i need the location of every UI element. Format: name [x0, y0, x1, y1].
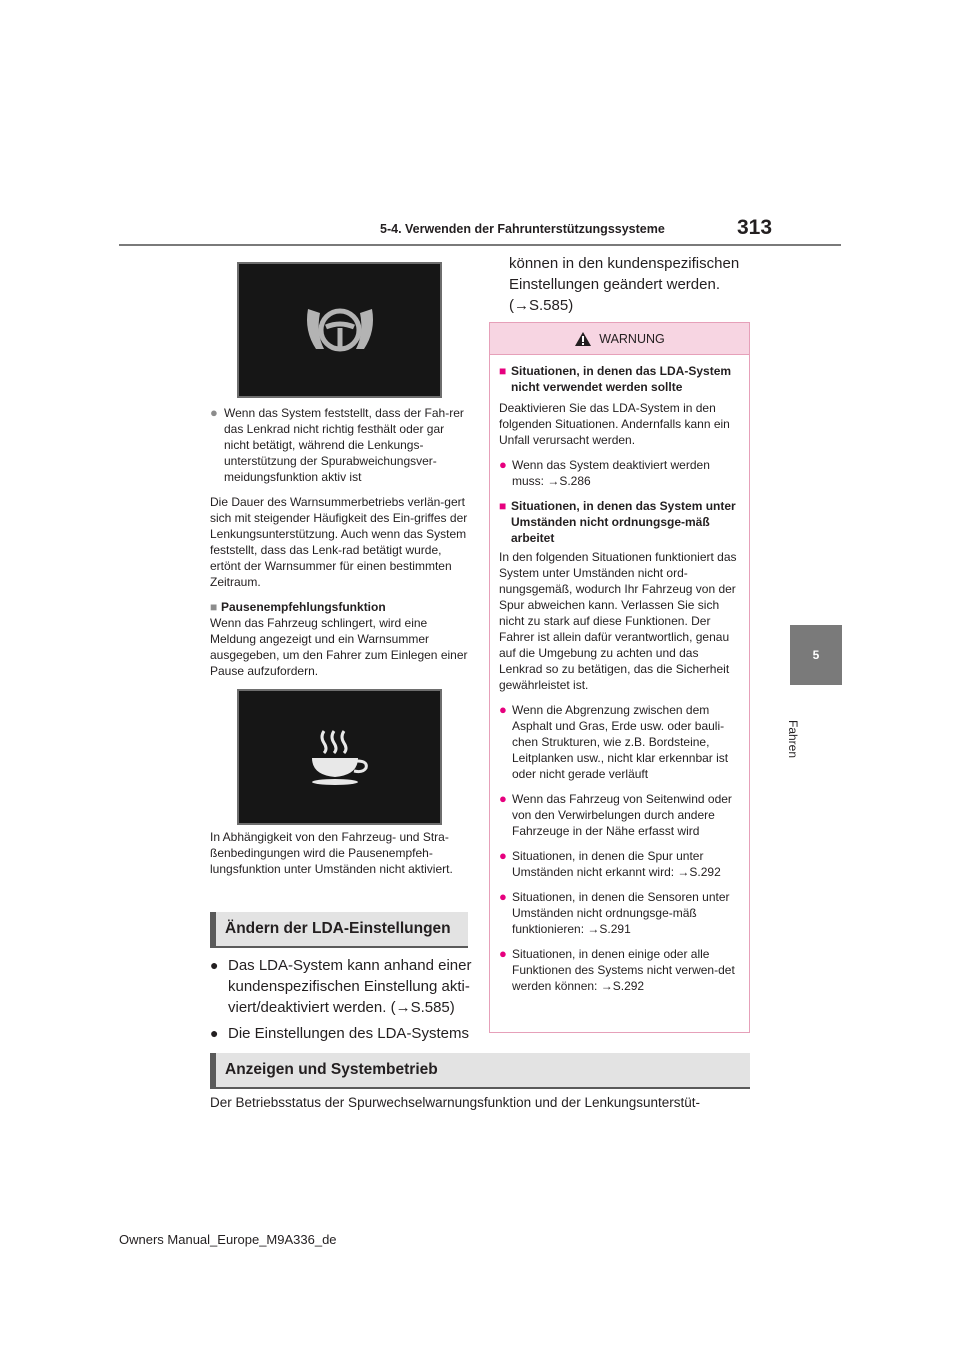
settings-bullet-2: Die Einstellungen des LDA-Systems: [228, 1025, 469, 1042]
header-rule: [119, 244, 841, 246]
warning-bullet-6: Situationen, in denen einige oder alle Funktionen des Systems nicht verwen-det werden können: →S.292: [512, 947, 735, 993]
square-bullet: ■: [499, 499, 507, 513]
warning-bullet-3: Wenn das Fahrzeug von Seitenwind oder von den Verwirbelungen durch andere Fahrzeuge in der Nähe erfasst wird: [512, 792, 732, 838]
break-suggestion-display: [237, 689, 442, 825]
warning-bullet-1: Wenn das System deaktiviert werden muss: →S.286: [512, 458, 710, 488]
bullet-dot: ●: [499, 791, 507, 806]
chapter-tab: 5: [790, 625, 842, 685]
warning-heading-2: Situationen, in denen das System unter Umständen nicht ordnungsge-mäß arbeitet: [511, 499, 736, 545]
bullet-dot: ●: [499, 702, 507, 717]
warning-triangle-icon: [574, 331, 592, 347]
coffee-cup-icon: [308, 727, 372, 787]
footer-text: Owners Manual_Europe_M9A336_de: [119, 1232, 337, 1247]
bullet-dot: ●: [210, 957, 219, 973]
break-note: In Abhängigkeit von den Fahrzeug- und Stra-ßenbedingungen wird die Pausenempfeh-lungsfunktion unter Umständen nicht aktiviert.: [210, 830, 453, 876]
square-bullet: ■: [210, 600, 218, 614]
display-heading: Anzeigen und Systembetrieb: [210, 1053, 750, 1089]
bullet-dot: ●: [499, 457, 507, 472]
steering-warning-display: [237, 262, 442, 398]
warning-heading-1: Situationen, in denen das LDA-System nicht verwendet werden sollte: [511, 364, 732, 394]
display-paragraph: Der Betriebsstatus der Spurwechselwarnungsfunktion und der Lenkungsunterstüt-: [210, 1095, 701, 1110]
warning-bullet-5: Situationen, in denen die Sensoren unter Umständen nicht ordnungsge-mäß funktionieren: →S.291: [512, 890, 730, 936]
settings-continuation: können in den kundenspezifischen Einstellungen geändert werden. (→S.585): [509, 255, 740, 314]
page-number: 313: [737, 216, 773, 239]
warning-paragraph-1: Deaktivieren Sie das LDA-System in den folgenden Situationen. Andernfalls kann ein Unfall verursacht werden.: [499, 401, 730, 447]
warning-header: [490, 323, 749, 355]
bullet-dot: ●: [499, 848, 507, 863]
bullet-dot: ●: [499, 946, 507, 961]
warning-bullet-2: Wenn die Abgrenzung zwischen dem Asphalt und Gras, Erde usw. oder bauli-chen Strukturen, wie z.B. Bordsteine, Leitplanken usw., nicht klar erkennbar ist oder nicht gerade verläuft: [512, 703, 729, 781]
warning-bullet-4: Situationen, in denen die Spur unter Umständen nicht erkannt wird: →S.292: [512, 849, 721, 879]
break-heading: Pausenempfehlungsfunktion: [221, 600, 386, 614]
chapter-label: Fahren: [786, 720, 800, 759]
bullet-dot: ●: [210, 1025, 219, 1041]
section-title: 5-4. Verwenden der Fahrunterstützungssysteme: [380, 222, 665, 236]
bullet-dot: ●: [499, 889, 507, 904]
warning-paragraph-2: In den folgenden Situationen funktioniert das System unter Umständen nicht ord-nungsgemäß, wodurch Ihr Fahrzeug von der Spur abweichen kann. Verlassen Sie sich nicht zu stark auf diese Funktionen. Der Fahrer ist allein dafür verantwortlich, genau auf die Umgebung zu achten und das Lenkrad so zu betätigen, das die Sicherheit gewährleistet ist.: [499, 550, 737, 692]
settings-heading: Ändern der LDA-Einstellungen: [210, 912, 468, 948]
square-bullet: ■: [499, 364, 507, 378]
bullet-dot: ●: [210, 405, 218, 420]
warning-title: WARNUNG: [599, 331, 665, 346]
hands-on-wheel-icon: [302, 301, 378, 359]
settings-bullet-1: Das LDA-System kann anhand einer kundenspezifischen Einstellung akti-viert/deaktiviert werden. (→S.585): [228, 957, 472, 1016]
steering-bullet: Wenn das System feststellt, dass der Fah-rer das Lenkrad nicht richtig festhält oder gar nicht betätigt, während die Lenkungs-unterstützung der Spurabweichungsver-meidungsfunktion aktiv ist: [224, 406, 464, 484]
break-paragraph: Wenn das Fahrzeug schlingert, wird eine Meldung angezeigt und ein Warnsummer ausgegeben, um den Fahrer zum Einlegen einer Pause aufzufordern.: [210, 616, 468, 678]
warning-box: [489, 322, 750, 1033]
steering-paragraph: Die Dauer des Warnsummerbetriebs verlän-gert sich mit steigender Häufigkeit des Ein-griffes der Lenkungsunterstützung. Auch wenn das System feststellt, dass das Lenk-rad betätigt wurde, ertönt der Warnsummer für einen bestimmten Zeitraum.: [210, 495, 468, 589]
